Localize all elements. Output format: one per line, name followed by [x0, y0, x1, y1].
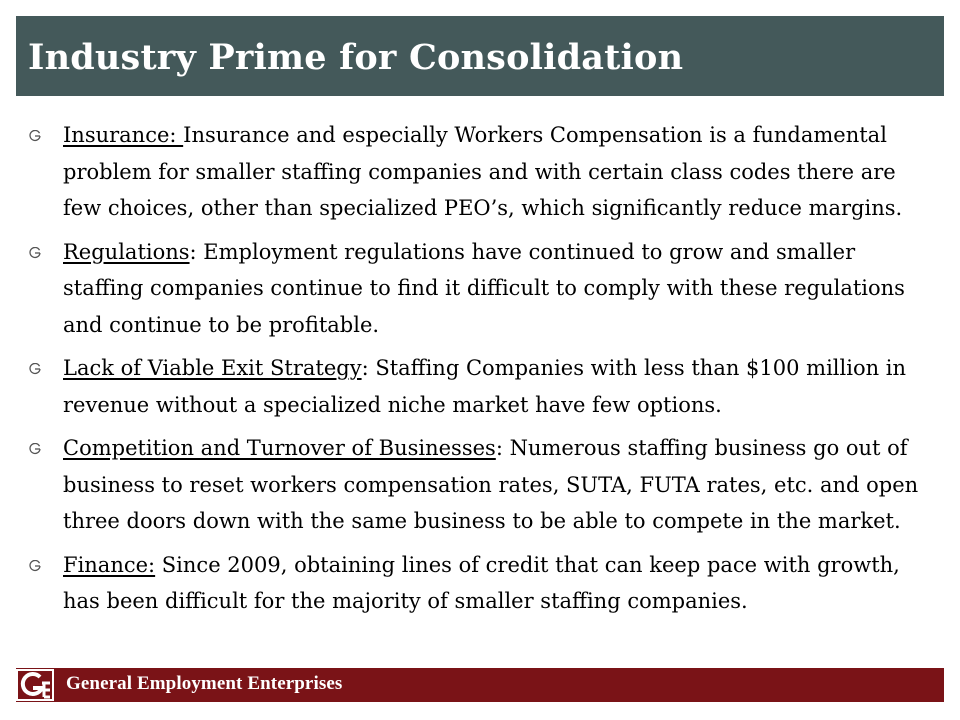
bullet-item-exit-strategy [28, 350, 940, 423]
bullet-term: Insurance: [63, 123, 184, 147]
bullet-marker-icon [29, 560, 41, 572]
title-bar [16, 16, 944, 96]
footer [0, 668, 944, 702]
bullet-term: Regulations [63, 239, 190, 264]
bullet-term: Competition and Turnover of Businesses [63, 436, 496, 460]
bullet-marker-icon [29, 443, 41, 455]
slide-title: Industry Prime for Consolidation [28, 36, 684, 78]
bullet-text: : Staffing Companies with less than $100 million in revenue without a specialized niche market have few options. [63, 356, 907, 417]
bullet-term: Lack of Viable Exit Strategy [63, 356, 362, 380]
company-name: General Employment Enterprises [66, 673, 343, 694]
bullet-item-competition [28, 430, 940, 540]
bullet-item-finance [28, 547, 940, 620]
bullet-item-regulations [28, 234, 940, 344]
bullet-text: : Employment regulations have continued to grow and smaller staffing companies continue to find it difficult to comply with these regulations and continue to be profitable. [63, 239, 905, 337]
ge-logo-icon [16, 669, 54, 701]
bullet-marker-icon [29, 130, 41, 142]
bullet-term: Finance: [63, 552, 156, 577]
bullet-text: Since 2009, obtaining lines of credit that can keep pace with growth, has been difficult for the majority of smaller staffing companies. [63, 552, 900, 613]
bullet-marker-icon [29, 363, 41, 375]
bullet-text: : Numerous staffing business go out of business to reset workers compensation rates, SUTA, FUTA rates, etc. and open three doors down with the same business to be able to compete in the market. [63, 436, 919, 533]
bullet-text: Insurance and especially Workers Compensation is a fundamental problem for smaller staffing companies and with certain class codes there are few choices, other than specialized PEO’s, which significantly reduce margins. [63, 123, 903, 220]
bullet-list [28, 117, 940, 627]
bullet-item-insurance [28, 117, 940, 227]
bullet-marker-icon [29, 247, 41, 259]
